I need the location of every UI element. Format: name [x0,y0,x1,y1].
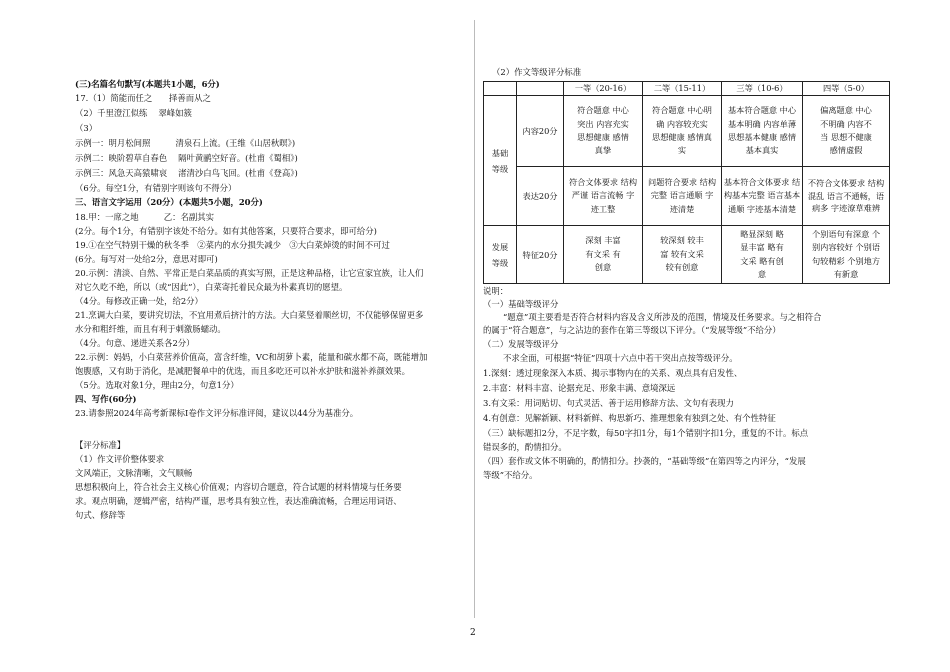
cell-expression-4-text: 不符合文体要求 结构混乱 语言不通畅，语病多 字迹潦草难辨 [807,178,885,214]
cell-content-2-text: 符合题意 中心明确 内容较充实 思想健康 感情真实 [652,105,712,156]
cell-expression-3 [722,167,803,226]
row-label-feature-text: 特征20分 [522,249,558,260]
page-number: 2 [470,628,476,638]
cell-feature-1 [564,226,643,284]
note-feature-2: 2.丰富：材料丰富、论据充足、形象丰满、意境深远 [483,383,676,393]
answer-18: 18.甲：一席之地 乙：名副其实 [75,212,214,222]
note-basic-line-1: “题意”项主要看是否符合材料内容及含义所涉及的范围，情境及任务要求。与之相符合 [503,312,822,322]
note-basic-line-2: 的属于“符合题意”，与之沾边的套作在第三等级以下评分。（“发展等级”不给分） [483,325,781,335]
cell-feature-1-text: 深刻 丰富 有文采 有创意 [585,235,621,273]
cell-feature-3-text: 略显深刻 略显丰富 略有文采 略有创意 [740,228,784,279]
answer-17-3: （3） [75,123,98,133]
section-heading-language: 三、语言文字运用（20分）(本题共5小题，20分) [75,197,263,207]
row-label-feature [517,226,564,284]
notes-heading: 说明： [483,286,509,296]
note-development-line: 不求全面，可根据“特征”四项十六点中若干突出点按等级评分。 [503,353,738,363]
column-divider [474,20,475,618]
row-label-expression [517,167,564,226]
group-basic [484,96,517,226]
cell-feature-4 [803,226,890,284]
cell-expression-2-text: 问题符合要求 结构完整 语言通顺 字迹清楚 [647,176,717,214]
note-development-heading: （二）发展等级评分 [483,339,559,349]
cell-feature-2-text: 较深刻 较丰富 较有文采 较有创意 [660,235,704,273]
example-1: 示例一：明月松间照 清泉石上流。(王维《山居秋暝》) [75,138,296,148]
requirement-line-2: 思想积极向上，符合社会主义核心价值观；内容切合题意，符合试题的材料情境与任务要 [75,482,402,492]
answer-23: 23.请参照2024年高考新课标Ⅰ卷作文评分标准评阅，建议以44分为基准分。 [75,408,359,418]
grading-criteria-heading: 【评分标准】 [75,440,126,450]
section-heading-writing: 四、写作(60分) [75,394,137,404]
note-deduction-1: （三）缺标题扣2分，不足字数，每50字扣1分，每1个错别字扣1分，重复的不计。标点 [483,428,809,438]
group-basic-label: 基础等级 [491,147,509,174]
header-grade-2: 二等（15-11） [643,82,722,96]
score-note-20: （4分。每修改正确一处，给2分） [75,296,203,306]
note-feature-1: 1.深刻：透过现象深入本质、揭示事物内在的关系、观点具有启发性、 [483,368,743,378]
cell-content-3-text: 基本符合题意 中心基本明确 内容单薄 思想基本健康 感情基本真实 [727,105,797,156]
table-row [484,226,890,284]
requirement-line-3: 求。观点明确，逻辑严密，结构严谨，思考具有独立性，表达准确流畅，合理运用词语、 [75,496,402,506]
row-label-content [517,96,564,167]
cell-expression-4 [803,167,890,226]
cell-feature-4-text: 个别语句有深意 个别内容较好 个别语句较精彩 个别地方有新意 [811,228,881,279]
example-3: 示例三：风急天高猿啸哀 渚清沙白鸟飞回。(杜甫《登高》) [75,168,298,178]
section-heading-poetry: (三)名篇名句默写(本题共1小题，6分) [75,79,220,89]
cell-expression-1-text: 符合文体要求 结构严谨 语言流畅 字迹工整 [568,176,638,214]
grading-table [483,81,890,284]
answer-20-b: 对它久吃不绝，所以（或“因此”），白菜寄托着民众最为朴素真切的愿望。 [75,282,348,292]
answer-22-b: 饱腹感，又有助于消化，是减肥餐单中的优选，而且多吃还可以补水护肤和滋补养颜效果。 [75,366,410,376]
group-development-label: 发展等级 [491,241,509,268]
cell-content-4 [803,96,890,167]
score-note-17: （6分。每空1分，有错别字则该句不得分） [75,183,237,193]
note-feature-4: 4.有创意：见解新颖、材料新鲜、构思新巧、推理想象有独到之处、有个性特征 [483,413,776,423]
cell-content-2 [643,96,722,167]
cell-expression-3-text: 基本符合文体要求 结构基本完整 语言基本通顺 字迹基本清楚 [723,176,801,214]
answer-21-a: 21.烹调大白菜，要讲究切法，不宜用煮后挤汁的方法。大白菜竖着顺丝切，不仅能够保留更多 [75,310,424,320]
score-note-18: (2分。每个1分，有错别字该处不给分。如有其他答案，只要符合要求，即可给分) [75,226,377,236]
score-note-21: （4分。句意、递进关系各2分） [75,338,195,348]
example-2: 示例二：映阶碧草自春色 隔叶黄鹂空好音。(杜甫《蜀相》) [75,153,298,163]
requirement-line-1: 文风端正，文脉清晰，文气顺畅 [75,468,193,478]
header-grade-4: 四等（5-0） [803,82,890,96]
cell-feature-2 [643,226,722,284]
note-plagiarism-2: 等级”不给分。 [483,470,538,480]
cell-expression-2 [643,167,722,226]
note-basic-heading: （一）基础等级评分 [483,299,559,309]
score-note-19: (6分。每写对一处给2分，意思对即可) [75,254,218,264]
answer-17-1: 17.（1）简能而任之 择善而从之 [75,93,211,103]
row-label-content-text: 内容20分 [522,126,558,136]
cell-content-1-text: 符合题意 中心突出 内容充实 思想健康 感情真挚 [577,105,629,156]
cell-content-1 [564,96,643,167]
grading-table-title: （2）作文等级评分标准 [492,67,582,77]
note-feature-3: 3.有文采：用词贴切、句式灵活、善于运用修辞方法、文句有表现力 [483,398,734,408]
table-corner-2 [517,82,564,96]
answer-22-a: 22.示例：妈妈，小白菜营养价值高，富含纤维，VC和胡萝卜素，能量和碳水都不高，既能增加 [75,352,428,362]
cell-content-3 [722,96,803,167]
overall-requirement-heading: （1）作文评价整体要求 [75,454,165,464]
note-deduction-2: 错误多的，酌情扣分。 [483,442,567,452]
header-grade-3: 三等（10-6） [722,82,803,96]
note-plagiarism-1: （四）套作或文体不明确的，酌情扣分。抄袭的，“基础等级”在第四等之内评分，“发展 [483,456,806,466]
row-label-expression-text: 表达20分 [522,191,558,201]
requirement-line-4: 句式、修辞等 [75,510,126,520]
table-row [484,96,890,167]
answer-21-b: 水分和粗纤维，而且有利于刺激肠蠕动。 [75,324,226,334]
answer-19: 19.①在空气特别干燥的秋冬季 ②菜内的水分损失减少 ③大白菜焯烫的时间不可过 [75,240,390,250]
cell-content-4-text: 偏离题意 中心不明确 内容不当 思想不健康 感情虚假 [820,105,872,156]
answer-17-2: （2）千里澄江似练 翠峰如簇 [75,108,192,118]
table-row [484,167,890,226]
answer-20-a: 20.示例：清淡、自然、平常正是白菜品质的真实写照，正是这种品格，让它宣家宜族，让人们 [75,268,424,278]
table-corner [484,82,517,96]
score-note-22: （5分。选取对象1分，理由2分，句意1分） [75,380,239,390]
group-development [484,226,517,284]
header-grade-1: 一等（20-16） [564,82,643,96]
cell-expression-1 [564,167,643,226]
table-header-row [484,82,890,96]
cell-feature-3 [722,226,803,284]
